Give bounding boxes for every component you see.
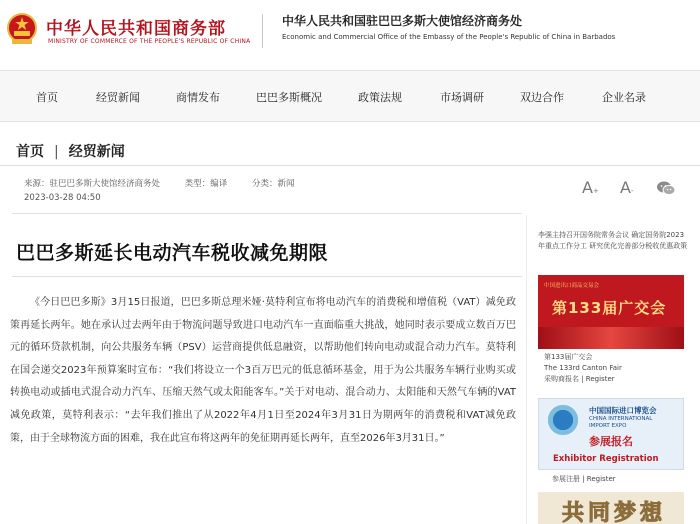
wechat-share-icon[interactable] bbox=[656, 180, 676, 196]
ciie-name-cn: 中国国际进口博览会 bbox=[589, 406, 657, 415]
nav-business-info[interactable]: 商情发布 bbox=[176, 91, 220, 104]
breadcrumb bbox=[16, 141, 125, 161]
meta-category: 分类：新闻 bbox=[251, 179, 295, 189]
canton-caption-en: The 133rd Canton Fair bbox=[544, 364, 622, 372]
meta-source: 来源：驻巴巴多斯大使馆经济商务处 bbox=[24, 179, 161, 189]
meta-type: 类型：编译 bbox=[184, 179, 228, 189]
ciie-logo-icon bbox=[543, 405, 583, 435]
sidebar-divider bbox=[526, 215, 527, 524]
ciie-name-en-1: CHINA INTERNATIONAL bbox=[589, 416, 653, 422]
ciie-register-cn: 参展报名 bbox=[589, 435, 633, 448]
canton-fair-logo-text: 中国进出口商品交易会 bbox=[544, 283, 600, 289]
nav-market-research[interactable]: 市场调研 bbox=[440, 91, 484, 104]
nav-trade-news[interactable]: 经贸新闻 bbox=[96, 91, 140, 104]
ministry-name-cn: 中华人民共和国商务部 bbox=[46, 19, 226, 39]
canton-fair-ribbon bbox=[538, 327, 684, 349]
canton-register-link[interactable]: 采购商报名 | Register bbox=[544, 375, 615, 383]
header-divider bbox=[262, 14, 263, 48]
embassy-name-cn: 中华人民共和国驻巴巴多斯大使馆经济商务处 bbox=[282, 14, 523, 28]
font-increase-button[interactable]: A+ bbox=[582, 178, 599, 197]
embassy-name-en: Economic and Commercial Office of the Embassy of the People's Republic of China in Barbados bbox=[282, 33, 616, 41]
breadcrumb-separator: | bbox=[54, 144, 59, 160]
ciie-banner[interactable] bbox=[538, 398, 684, 470]
breadcrumb-divider bbox=[0, 165, 700, 166]
common-dream-banner[interactable] bbox=[538, 492, 684, 524]
nav-home[interactable]: 首页 bbox=[36, 91, 58, 104]
article-paragraph: 《今日巴巴多斯》3月15日报道，巴巴多斯总理米娅·莫特利宣布将电动汽车的消费税和增值税（VAT）减免政策再延长两年。她在承认过去两年由于物流问题导致进口电动汽车一直面临重大挑战，她同时表示要成立数百万巴元的循环贷款机制，向公共服务车辆（PSV）运营商提供低息融资，以帮助他们转向电动或混合动力汽车。莫特利在国会递交2023年预算案时宣布：“我们将设立一个3百万巴元的低息循环基金，用于为公共服务车辆行业购买或转换电动或插电式混合动力汽车、压缩天然气或太阳能客车。”关于对电动、混合动力、太阳能和天然气车辆的VAT减免政策，莫特利表示：“去年我们推出了从2022年4月1日至2024年3月31日为期两年的消费税和VAT减免政策，由于全球物流方面的困难，我在此宣布将这两年的免征期再延长两年，直至2026年3月31日。” bbox=[10, 297, 516, 444]
nav-directory[interactable]: 企业名录 bbox=[602, 91, 646, 104]
main-nav bbox=[0, 70, 700, 122]
breadcrumb-home[interactable]: 首页 bbox=[16, 144, 44, 160]
title-divider bbox=[12, 276, 522, 277]
common-dream-text: 共同梦想 bbox=[562, 501, 667, 524]
ciie-register-en: Exhibitor Registration bbox=[553, 454, 659, 464]
article-body bbox=[10, 292, 516, 450]
canton-fair-banner-text: 第133届广交会 bbox=[552, 299, 667, 317]
ciie-register-link[interactable]: 参展注册 | Register bbox=[552, 475, 616, 483]
canton-caption-cn: 第133届广交会 bbox=[544, 353, 593, 361]
nav-policies[interactable]: 政策法规 bbox=[358, 91, 402, 104]
meta-date: 2023-03-28 04:50 bbox=[24, 193, 101, 203]
ciie-name-en-2: IMPORT EXPO bbox=[589, 423, 627, 429]
national-emblem-icon bbox=[6, 12, 38, 46]
nav-bilateral[interactable]: 双边合作 bbox=[520, 91, 564, 104]
font-decrease-button[interactable]: A- bbox=[620, 178, 634, 197]
article-title: 巴巴多斯延长电动汽车税收减免期限 bbox=[16, 242, 329, 264]
canton-fair-banner[interactable] bbox=[538, 275, 684, 349]
article-meta bbox=[24, 177, 316, 189]
sidebar-news-link[interactable]: 李强主持召开国务院常务会议 确定国务院2023年重点工作分工 研究优化完善部分税收优惠政策 bbox=[538, 231, 688, 250]
breadcrumb-section[interactable]: 经贸新闻 bbox=[68, 144, 125, 160]
site-header bbox=[0, 0, 700, 70]
ministry-name-en: MINISTRY OF COMMERCE OF THE PEOPLE'S REPUBLIC OF CHINA bbox=[48, 38, 251, 45]
meta-divider bbox=[12, 213, 522, 214]
nav-country-overview[interactable]: 巴巴多斯概况 bbox=[256, 91, 322, 104]
